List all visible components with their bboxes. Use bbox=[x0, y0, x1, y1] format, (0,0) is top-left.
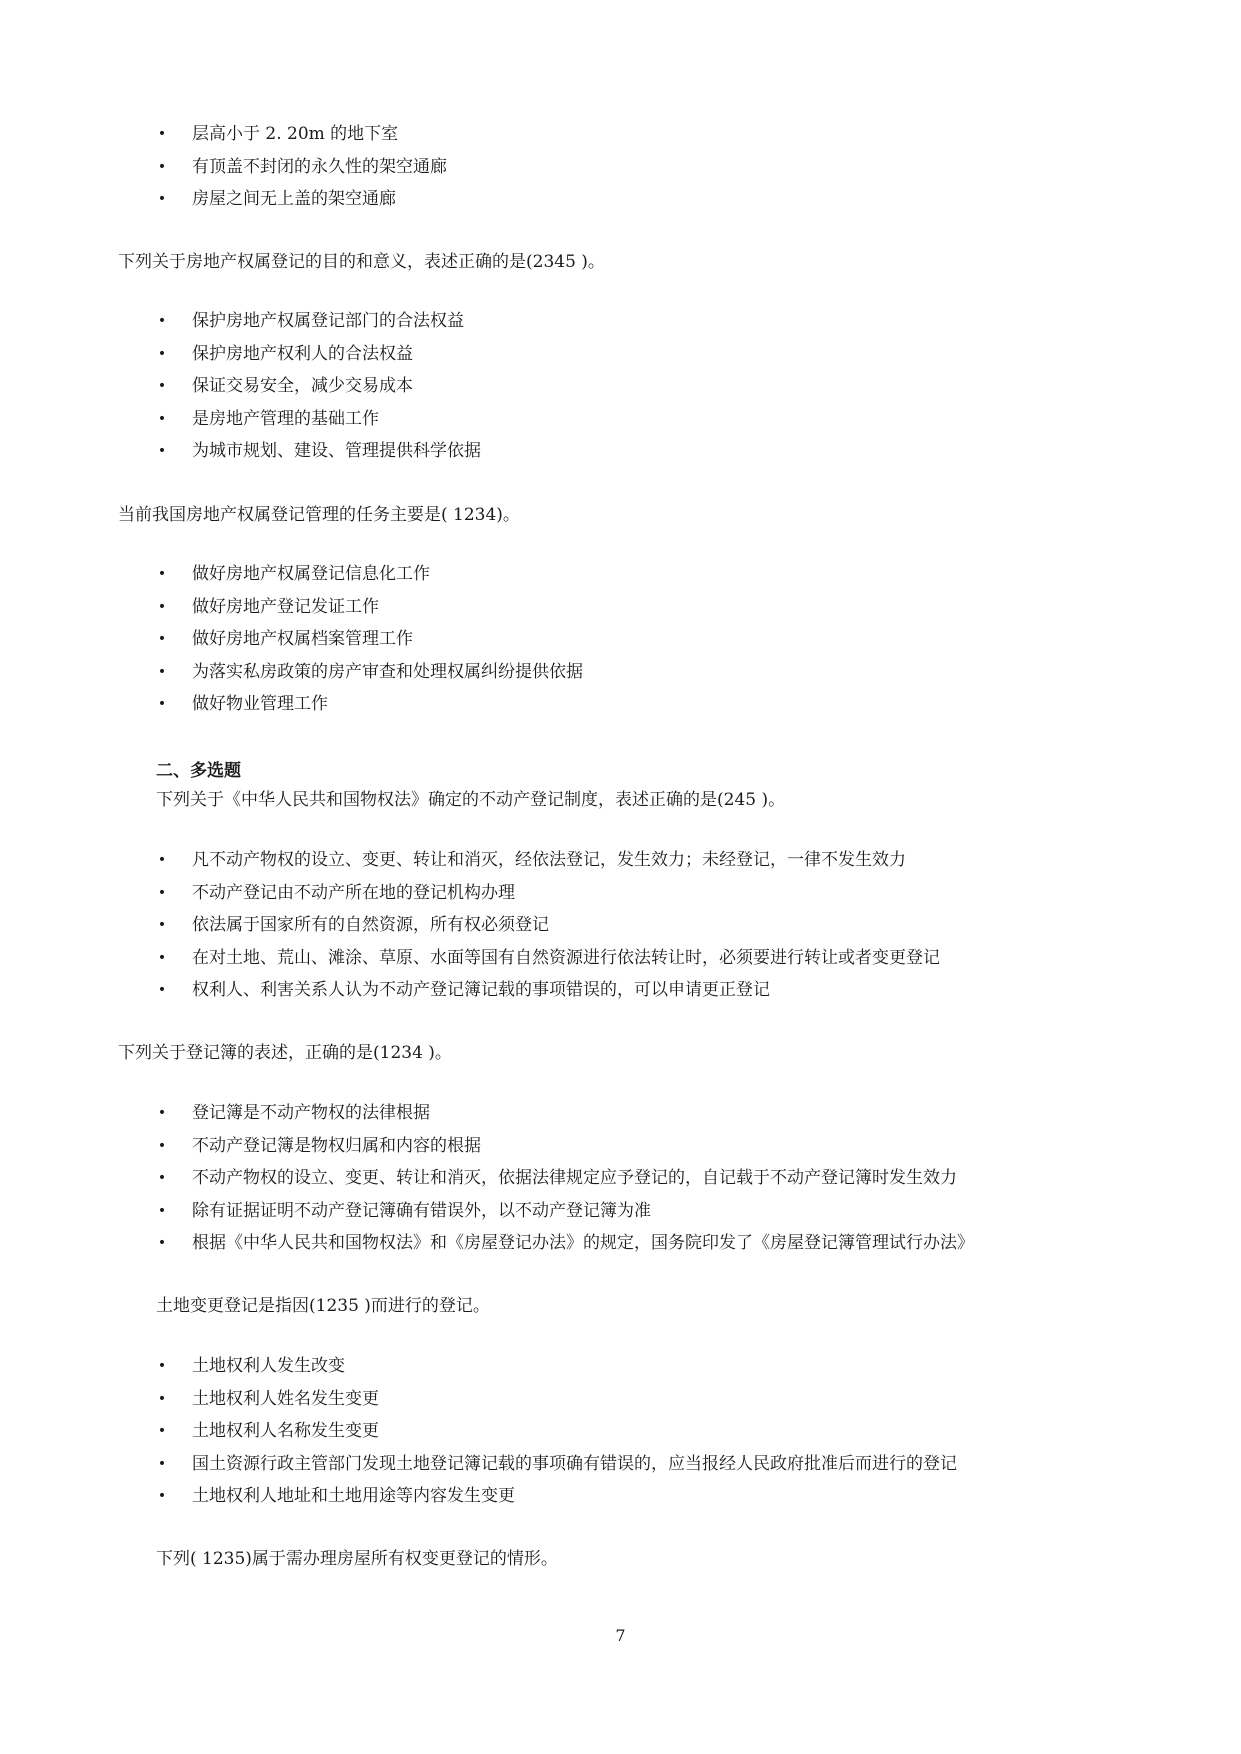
bullet-icon: • bbox=[157, 1105, 167, 1121]
option-item bbox=[156, 370, 481, 403]
option-item bbox=[156, 877, 940, 910]
list-a bbox=[156, 118, 447, 216]
bullet-icon: • bbox=[157, 1170, 167, 1186]
option-item bbox=[156, 1383, 957, 1416]
option-item bbox=[156, 623, 583, 656]
list-item-text: 有顶盖不封闭的永久性的架空通廊 bbox=[192, 156, 447, 177]
option-text: 除有证据证明不动产登记簿确有错误外，以不动产登记簿为准 bbox=[192, 1200, 651, 1221]
question-3-options bbox=[156, 844, 940, 1007]
option-item bbox=[156, 1227, 974, 1260]
option-item bbox=[156, 1415, 957, 1448]
list-item bbox=[156, 183, 447, 216]
option-text: 保证交易安全，减少交易成本 bbox=[192, 376, 413, 396]
option-item bbox=[156, 591, 583, 624]
list-item bbox=[156, 151, 447, 184]
question-2: 当前我国房地产权属登记管理的任务主要是( 1234)。 bbox=[118, 505, 520, 525]
option-text: 不动产物权的设立、变更、转让和消灭，依据法律规定应予登记的，自记载于不动产登记簿时发生效力 bbox=[192, 1168, 957, 1188]
question-1-options bbox=[156, 305, 481, 468]
bullet-icon: • bbox=[157, 345, 167, 362]
option-text: 保护房地产权属登记部门的合法权益 bbox=[192, 311, 464, 331]
bullet-icon: • bbox=[157, 378, 167, 394]
option-text: 做好房地产登记发证工作 bbox=[192, 596, 379, 617]
option-item bbox=[156, 844, 940, 877]
bullet-icon: • bbox=[157, 158, 167, 175]
question-3: 下列关于《中华人民共和国物权法》确定的不动产登记制度，表述正确的是(245 )。 bbox=[156, 790, 786, 810]
list-item-text: 层高小于 2. 20m 的地下室 bbox=[192, 124, 399, 144]
bullet-icon: • bbox=[157, 443, 167, 459]
option-text: 不动产登记由不动产所在地的登记机构办理 bbox=[192, 882, 515, 903]
question-2-options bbox=[156, 558, 583, 721]
option-item bbox=[156, 305, 481, 338]
bullet-icon: • bbox=[157, 949, 167, 966]
bullet-icon: • bbox=[157, 917, 167, 933]
option-text: 为落实私房政策的房产审查和处理权属纠纷提供依据 bbox=[192, 661, 583, 682]
bullet-icon: • bbox=[157, 1455, 167, 1472]
option-text: 土地权利人发生改变 bbox=[192, 1356, 345, 1376]
option-item bbox=[156, 1480, 957, 1513]
option-text: 土地权利人姓名发生变更 bbox=[192, 1388, 379, 1409]
bullet-icon: • bbox=[157, 598, 167, 615]
option-item bbox=[156, 558, 583, 591]
option-text: 依法属于国家所有的自然资源，所有权必须登记 bbox=[192, 915, 549, 935]
option-item bbox=[156, 1097, 974, 1130]
page-number: 7 bbox=[615, 1626, 626, 1645]
bullet-icon: • bbox=[157, 1358, 167, 1374]
question-5: 土地变更登记是指因(1235 )而进行的登记。 bbox=[156, 1296, 490, 1316]
bullet-icon: • bbox=[157, 1202, 167, 1219]
option-item bbox=[156, 1448, 957, 1481]
option-text: 为城市规划、建设、管理提供科学依据 bbox=[192, 441, 481, 461]
option-text: 做好房地产权属登记信息化工作 bbox=[192, 564, 430, 584]
list-item-text: 房屋之间无上盖的架空通廊 bbox=[192, 189, 396, 209]
option-text: 凡不动产物权的设立、变更、转让和消灭，经依法登记，发生效力；未经登记，一律不发生效力 bbox=[192, 850, 906, 870]
question-5-options bbox=[156, 1350, 957, 1513]
option-item bbox=[156, 1195, 974, 1228]
option-item bbox=[156, 1350, 957, 1383]
option-text: 保护房地产权利人的合法权益 bbox=[192, 343, 413, 364]
option-text: 登记簿是不动产物权的法律根据 bbox=[192, 1103, 430, 1123]
option-text: 做好房地产权属档案管理工作 bbox=[192, 629, 413, 649]
bullet-icon: • bbox=[157, 1488, 167, 1504]
option-item bbox=[156, 1130, 974, 1163]
question-4-options bbox=[156, 1097, 974, 1260]
bullet-icon: • bbox=[157, 313, 167, 329]
option-text: 土地权利人地址和土地用途等内容发生变更 bbox=[192, 1486, 515, 1506]
option-text: 不动产登记簿是物权归属和内容的根据 bbox=[192, 1135, 481, 1156]
option-item bbox=[156, 338, 481, 371]
option-item bbox=[156, 688, 583, 721]
option-item bbox=[156, 1162, 974, 1195]
question-1: 下列关于房地产权属登记的目的和意义，表述正确的是(2345 )。 bbox=[118, 252, 605, 272]
bullet-icon: • bbox=[157, 884, 167, 901]
option-item bbox=[156, 403, 481, 436]
question-4: 下列关于登记簿的表述，正确的是(1234 )。 bbox=[118, 1043, 452, 1063]
option-item bbox=[156, 435, 481, 468]
option-item bbox=[156, 974, 940, 1007]
option-text: 根据《中华人民共和国物权法》和《房屋登记办法》的规定，国务院印发了《房屋登记簿管理试行办法》 bbox=[192, 1233, 974, 1253]
bullet-icon: • bbox=[157, 982, 167, 998]
option-item bbox=[156, 942, 940, 975]
question-6: 下列( 1235)属于需办理房屋所有权变更登记的情形。 bbox=[156, 1549, 558, 1569]
option-text: 做好物业管理工作 bbox=[192, 694, 328, 714]
bullet-icon: • bbox=[157, 410, 167, 427]
bullet-icon: • bbox=[157, 1390, 167, 1407]
bullet-icon: • bbox=[157, 852, 167, 868]
bullet-icon: • bbox=[157, 1235, 167, 1251]
bullet-icon: • bbox=[157, 663, 167, 680]
option-item bbox=[156, 909, 940, 942]
list-item bbox=[156, 118, 447, 151]
bullet-icon: • bbox=[157, 1423, 167, 1439]
bullet-icon: • bbox=[157, 1137, 167, 1154]
bullet-icon: • bbox=[157, 126, 167, 142]
section-heading: 二、多选题 bbox=[156, 761, 241, 781]
bullet-icon: • bbox=[157, 191, 167, 207]
option-text: 在对土地、荒山、滩涂、草原、水面等国有自然资源进行依法转让时，必须要进行转让或者变更登记 bbox=[192, 947, 940, 968]
option-text: 是房地产管理的基础工作 bbox=[192, 408, 379, 429]
option-item bbox=[156, 656, 583, 689]
option-text: 土地权利人名称发生变更 bbox=[192, 1421, 379, 1441]
bullet-icon: • bbox=[157, 631, 167, 647]
bullet-icon: • bbox=[157, 566, 167, 582]
option-text: 权利人、利害关系人认为不动产登记簿记载的事项错误的，可以申请更正登记 bbox=[192, 980, 770, 1000]
option-text: 国土资源行政主管部门发现土地登记簿记载的事项确有错误的，应当报经人民政府批准后而进行的登记 bbox=[192, 1453, 957, 1474]
bullet-icon: • bbox=[157, 696, 167, 712]
